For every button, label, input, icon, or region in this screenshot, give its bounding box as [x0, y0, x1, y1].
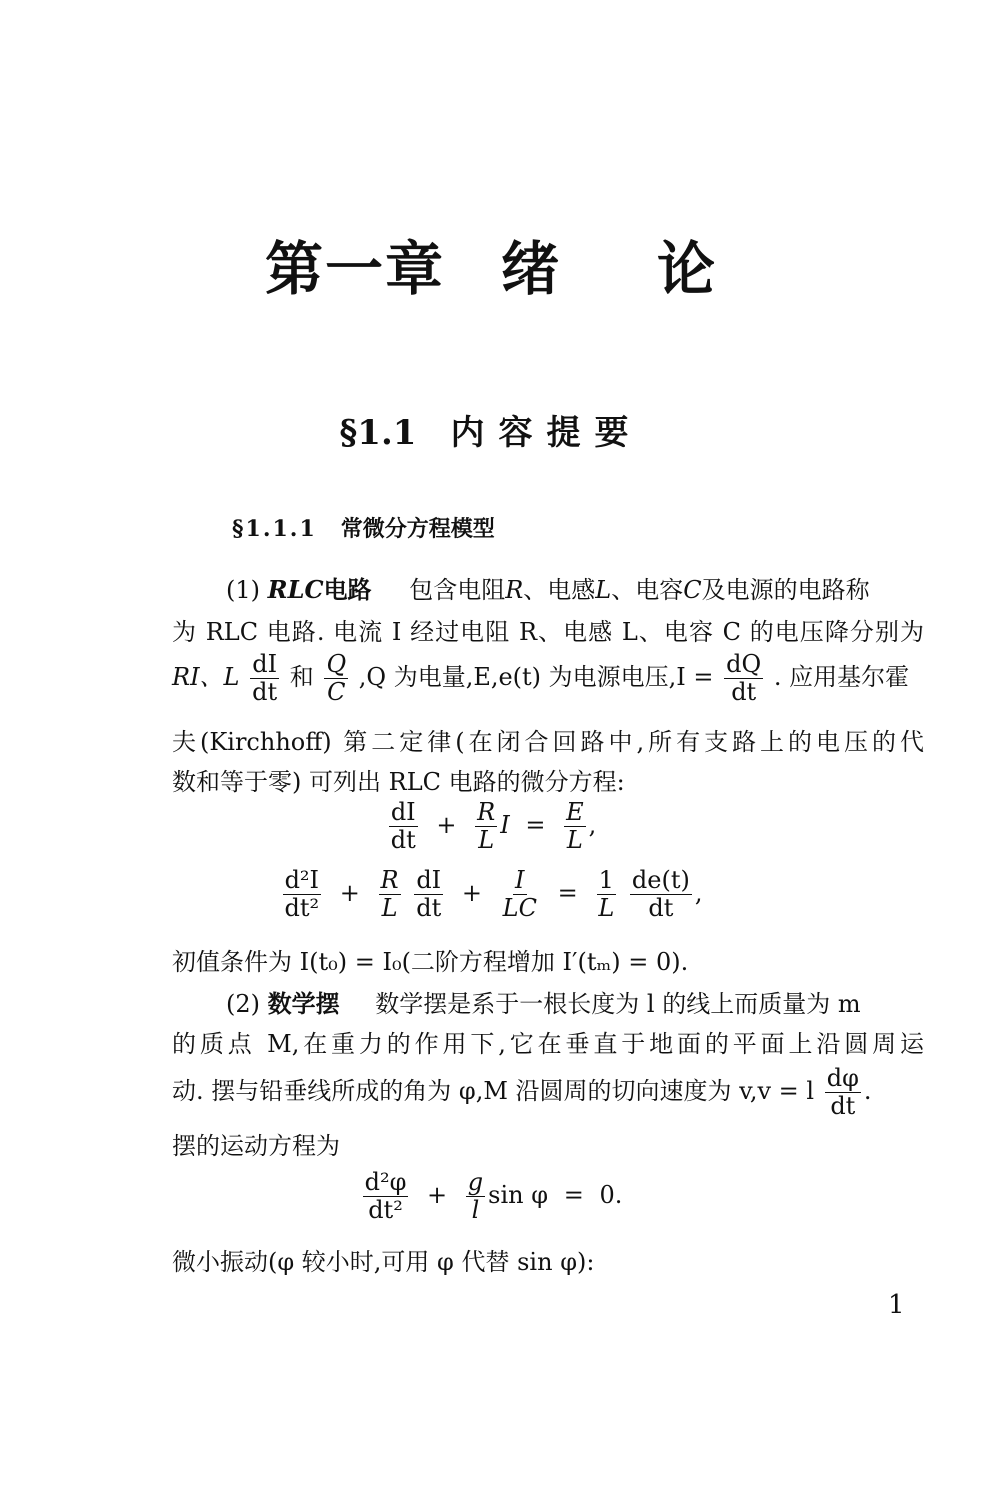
para1-label: (1) [226, 576, 260, 604]
frac-num: dI [252, 650, 278, 678]
frac-num: d²φ [364, 1168, 407, 1196]
equals-sign: = [563, 1181, 584, 1210]
para1-line1-end: 及电源的电路称 [701, 576, 870, 604]
eq1-frac-E-L [564, 800, 586, 853]
chapter-title [0, 222, 982, 306]
para1-line1-sep1: 、电感 [523, 576, 596, 604]
para2-line1-text: 数学摆是系于一根长度为 l 的线上而质量为 m [375, 990, 861, 1018]
plus-sign: + [427, 1181, 448, 1210]
eq2-frac-1-L [596, 868, 616, 921]
frac-num: g [467, 1168, 484, 1196]
para1-line1-R: R [505, 576, 524, 604]
para1-line1-text: 包含电阻 [409, 576, 506, 604]
eq2-frac-de-dt [630, 868, 692, 921]
para2-heading: 数学摆 [267, 989, 340, 1018]
page-number: 1 [888, 1290, 905, 1320]
frac-den: L [566, 826, 583, 855]
frac-den: LC [502, 894, 537, 923]
frac-den: dt [830, 1092, 856, 1121]
equation-rlc-second-order [0, 868, 982, 921]
zero: 0 [599, 1181, 615, 1210]
eq1-frac-dI-dt [389, 800, 418, 853]
plus-sign: + [436, 811, 457, 840]
para1-line3-b: 和 [289, 663, 314, 692]
para1-line3-a: RI、L [172, 663, 240, 692]
section-title: 内容提要 [450, 413, 643, 453]
equals-sign: = [557, 879, 578, 908]
frac-den: dt [731, 678, 757, 707]
plus-sign: + [461, 879, 482, 908]
frac-num: 1 [598, 866, 614, 894]
eq1-I: I [500, 811, 510, 840]
frac-num: R [477, 798, 496, 826]
chapter-title-part3: 论 [657, 235, 718, 303]
section-number: §1.1 [339, 413, 417, 453]
para1-line6: 初值条件为 I(t₀) = I₀(二阶方程增加 I′(tₘ) = 0). [172, 948, 689, 976]
para2-line4: 摆的运动方程为 [172, 1132, 340, 1160]
para1-line3-c: ,Q 为电量,E,e(t) 为电源电压,I = [358, 663, 714, 692]
para1-line4: 夫(Kirchhoff) 第二定律(在闭合回路中,所有支路上的电压的代 [172, 728, 924, 756]
para1-heading-italic: RLC [267, 575, 324, 604]
period: . [614, 1181, 623, 1210]
frac-dI-dt [250, 652, 279, 705]
para2-label: (2) [226, 990, 260, 1018]
frac-num: dI [416, 866, 442, 894]
para1-heading-rest: 电路 [323, 575, 372, 604]
para1-line2: 为 RLC 电路. 电流 I 经过电阻 R、电感 L、电容 C 的电压降分别为 [172, 618, 924, 646]
para1-line5: 数和等于零) 可列出 RLC 电路的微分方程: [172, 768, 625, 796]
frac-dphi-dt [825, 1066, 861, 1119]
frac-num: I [515, 866, 525, 894]
comma: , [588, 811, 597, 840]
frac-num: dQ [726, 650, 762, 678]
eq3-frac-g-l [466, 1170, 485, 1223]
para1-line3-d: . 应用基尔霍 [773, 663, 910, 692]
frac-den: dt² [368, 1196, 403, 1225]
frac-Q-C [324, 652, 348, 705]
frac-den: L [381, 894, 398, 923]
frac-num: R [380, 866, 399, 894]
frac-den: dt [252, 678, 278, 707]
chapter-title-part2: 绪 [500, 235, 561, 303]
para2-line3 [172, 1066, 924, 1119]
subsection-number: §1.1.1 [232, 516, 317, 542]
period: . [863, 1077, 872, 1106]
para1-line3 [172, 652, 924, 705]
subsection-heading [232, 512, 495, 543]
frac-num: dI [390, 798, 416, 826]
para1-line1-L: L [595, 576, 612, 604]
para1-line1 [226, 570, 924, 605]
para2-line1 [226, 984, 924, 1019]
frac-num: E [566, 798, 584, 826]
para2-line3-a: 动. 摆与铅垂线所成的角为 φ,M 沿圆周的切向速度为 v,v = l [172, 1077, 815, 1106]
eq2-frac-I-LC [501, 868, 539, 921]
eq3-frac-d2phi-dt2 [363, 1170, 409, 1223]
frac-den: L [478, 826, 495, 855]
frac-dQ-dt [724, 652, 763, 705]
section-heading [0, 405, 982, 454]
eq2-frac-R-L [379, 868, 401, 921]
eq2-frac-d2I-dt2 [282, 868, 321, 921]
frac-den: L [598, 894, 615, 923]
sin-phi: sin φ [488, 1181, 549, 1210]
eq1-frac-R-L [475, 800, 497, 853]
para2-line2: 的质点 M,在重力的作用下,它在垂直于地面的平面上沿圆周运 [172, 1030, 924, 1058]
frac-den: l [471, 1196, 480, 1225]
frac-num: Q [326, 650, 347, 678]
frac-num: d²I [284, 866, 320, 894]
comma: , [694, 879, 703, 908]
eq2-frac-dI-dt [414, 868, 443, 921]
equation-rlc-first-order [0, 800, 982, 853]
frac-den: dt [416, 894, 442, 923]
para2-line5: 微小振动(φ 较小时,可用 φ 代替 sin φ): [172, 1248, 595, 1276]
frac-num: de(t) [631, 866, 690, 894]
frac-den: dt [648, 894, 674, 923]
frac-num: dφ [826, 1064, 859, 1092]
equals-sign: = [525, 811, 546, 840]
frac-den: C [327, 678, 346, 707]
subsection-title: 常微分方程模型 [340, 516, 495, 542]
para1-line1-C: C [683, 576, 702, 604]
frac-den: dt² [284, 894, 320, 923]
plus-sign: + [339, 879, 360, 908]
para1-line1-sep2: 、电容 [611, 576, 684, 604]
frac-den: dt [390, 826, 416, 855]
equation-pendulum [0, 1170, 982, 1223]
chapter-title-part1: 第一章 [264, 235, 445, 303]
